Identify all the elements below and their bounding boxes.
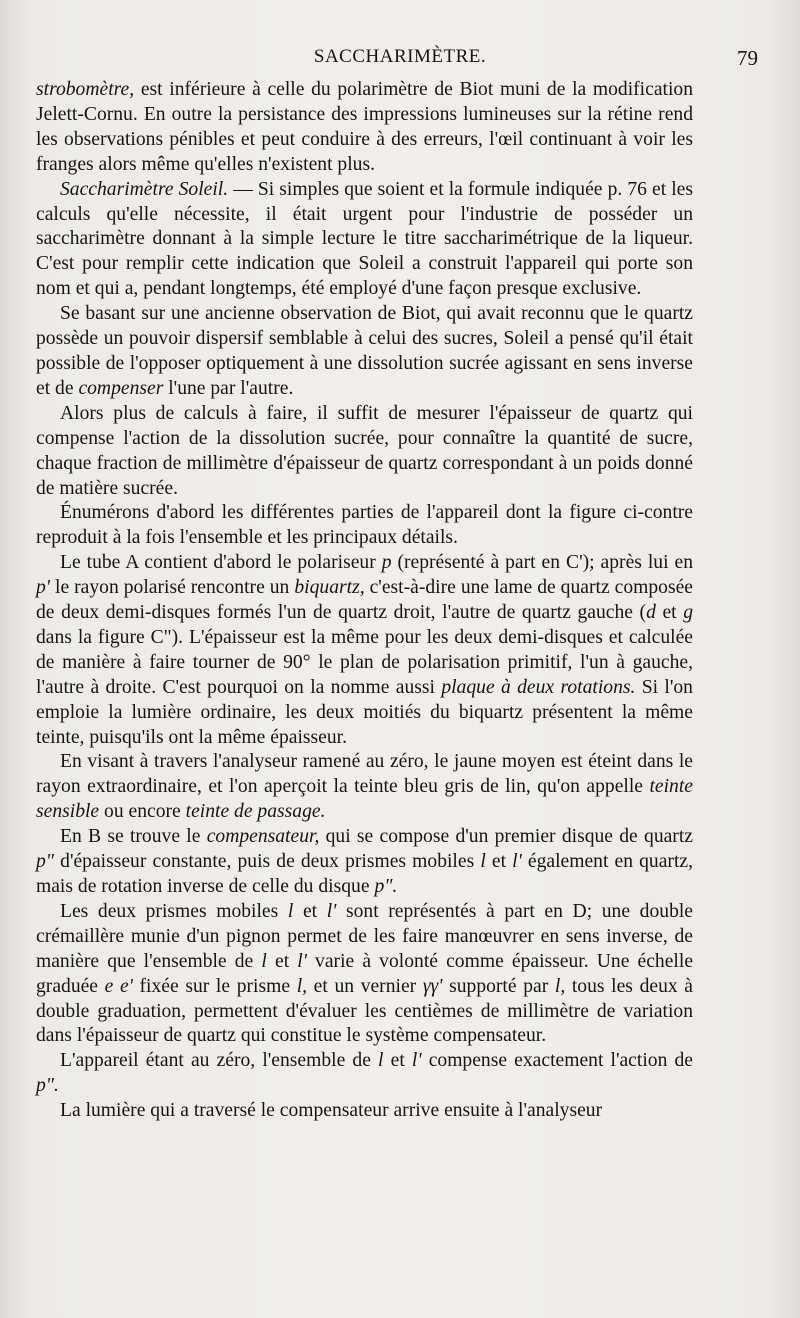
text-run: et bbox=[485, 851, 513, 873]
italic-text: strobomètre, bbox=[36, 79, 135, 100]
italic-text: l bbox=[480, 851, 486, 873]
italic-text: p". bbox=[36, 1075, 59, 1097]
text-run: varie à volonté comme épaisseur. Une échelle graduée bbox=[36, 950, 694, 997]
paragraph bbox=[36, 501, 693, 551]
italic-text: γγ' bbox=[422, 975, 443, 997]
italic-text: l' bbox=[297, 950, 307, 972]
italic-text: l bbox=[287, 900, 294, 922]
italic-text: l bbox=[378, 1050, 384, 1072]
text-run: compense exactement l'action de bbox=[421, 1050, 693, 1072]
italic-text: l, bbox=[296, 975, 308, 997]
text-run: l'une par l'autre. bbox=[163, 377, 294, 399]
paragraph bbox=[36, 402, 693, 502]
paragraph bbox=[36, 750, 693, 825]
text-run: c'est-à-dire une lame de quartz composée de deux demi-disques formés l'un de quartz droit, l'autre de quartz gauche ( bbox=[36, 577, 693, 624]
body-text bbox=[36, 78, 693, 1124]
italic-text: d bbox=[646, 602, 656, 624]
italic-text: compenser bbox=[78, 377, 164, 399]
text-run: le rayon polarisé rencontre un bbox=[50, 577, 295, 599]
italic-text: Saccharimètre Soleil. bbox=[60, 178, 229, 200]
text-run: En B se trouve le bbox=[60, 826, 207, 848]
text-run: supporté par bbox=[442, 975, 555, 997]
text-run: qui se compose d'un premier disque de quartz bbox=[319, 826, 693, 848]
text-run: tous les deux à double graduation, permettent d'évaluer les centièmes de millimètre de variation dans l'épaisseur de quartz qui constitue le système compensateur. bbox=[36, 975, 693, 1047]
text-run: fixée sur le prisme bbox=[132, 975, 297, 997]
text-run: sont représentés à part en D; une double crémaillère munie d'un pignon permet de les faire manœuvrer en sens inverse, de manière que l'ensemble de bbox=[36, 900, 694, 972]
italic-text: l' bbox=[411, 1050, 422, 1072]
text-run: est inférieure à celle du polarimètre de Biot muni de la modification Jelett-Cornu. En outre la persistance des impressions lumineuses sur la rétine rend les observations pénibles et peut conduire à des erreurs, l'œil continuant à voir les franges alors même qu'elles n'existent plus. bbox=[36, 79, 693, 175]
paragraph bbox=[36, 78, 693, 178]
italic-text: teinte de passage. bbox=[185, 801, 326, 823]
text-run: Si l'on emploie la lumière ordinaire, les deux moitiés du biquartz présentent la même teinte, puisqu'ils ont la même épaisseur. bbox=[36, 676, 693, 748]
italic-text: l, bbox=[554, 975, 566, 997]
text-run: ou encore bbox=[99, 801, 186, 823]
italic-text: plaque à deux rotations. bbox=[441, 676, 636, 698]
paragraph bbox=[36, 302, 693, 402]
text-run: et un vernier bbox=[307, 975, 423, 997]
text-run: et bbox=[266, 950, 298, 972]
running-title: SACCHARIMÈTRE. bbox=[313, 46, 487, 67]
italic-text: l' bbox=[512, 851, 522, 873]
italic-text: p bbox=[381, 552, 392, 574]
italic-text: p' bbox=[36, 577, 50, 599]
text-run: d'épaisseur constante, puis de deux prismes mobiles bbox=[54, 851, 481, 873]
italic-text: compensateur, bbox=[206, 826, 320, 848]
text-run: (représenté à part en C'); après lui en bbox=[391, 552, 693, 574]
text-run: La lumière qui a traversé le compensateur arrive ensuite à l'analyseur bbox=[60, 1100, 603, 1122]
text-run: dans la figure C"). L'épaisseur est la même pour les deux demi-disques et calculée de manière à faire tourner de 90° le plan de polarisation primitif, l'un à gauche, l'autre à droite. C'est pourquoi on la nomme aussi bbox=[36, 626, 693, 698]
italic-text: l bbox=[261, 950, 267, 972]
text-run: Se basant sur une ancienne observation de Biot, qui avait reconnu que le quartz possède un pouvoir dispersif semblable à celui des sucres, Soleil a pensé qu'il était possible de l'opposer optiquement à une dissolution sucrée agissant en sens inverse et de bbox=[36, 303, 693, 399]
text-run: En visant à travers l'analyseur ramené au zéro, le jaune moyen est éteint dans le rayon extraordinaire, et l'on aperçoit la teinte bleu gris de lin, qu'on appelle bbox=[36, 751, 693, 798]
paragraph bbox=[36, 1049, 693, 1099]
text-run: — Si simples que soient et la formule indiquée p. 76 et les calculs qu'elle nécessite, il était urgent pour l'industrie de posséder un saccharimètre donnant à la simple lecture le titre saccharimétrique de la liqueur. C'est pour remplir cette indication que Soleil a construit l'appareil qui porte son nom et qui a, pendant longtemps, été employé d'une façon presque exclusive. bbox=[36, 178, 693, 300]
italic-text: teinte sensible bbox=[36, 776, 693, 823]
italic-text: p". bbox=[374, 876, 398, 897]
text-run: Le tube A contient d'abord le polariseur bbox=[60, 552, 382, 574]
paragraph bbox=[36, 551, 693, 750]
text-run: et bbox=[293, 900, 327, 922]
italic-text: e e' bbox=[104, 975, 133, 997]
text-run: Alors plus de calculs à faire, il suffit de mesurer l'épaisseur de quartz qui compense l'action de la dissolution sucrée, pour connaître la quantité de sucre, chaque fraction de millimètre d'épaisseur de quartz correspondant à un poids donné de matière sucrée. bbox=[36, 402, 693, 499]
text-run: Énumérons d'abord les différentes parties de l'appareil dont la figure ci-contre reproduit à la fois l'ensemble et les principaux détails. bbox=[36, 502, 693, 549]
page-number: 79 bbox=[737, 46, 758, 70]
paragraph bbox=[36, 1099, 693, 1124]
paragraph bbox=[36, 900, 693, 1049]
paragraph bbox=[36, 825, 693, 900]
italic-text: g bbox=[683, 602, 694, 624]
text-run: également en quartz, mais de rotation inverse de celle du disque bbox=[36, 851, 693, 897]
italic-text: l' bbox=[326, 900, 337, 922]
italic-text: biquartz, bbox=[294, 577, 365, 599]
italic-text: p" bbox=[36, 851, 55, 873]
paragraph bbox=[36, 178, 693, 303]
text-run: et bbox=[655, 602, 684, 624]
text-run: L'appareil étant au zéro, l'ensemble de bbox=[60, 1050, 379, 1072]
text-run: Les deux prismes mobiles bbox=[60, 900, 288, 922]
text-run: et bbox=[383, 1050, 412, 1072]
page-header bbox=[36, 46, 764, 76]
